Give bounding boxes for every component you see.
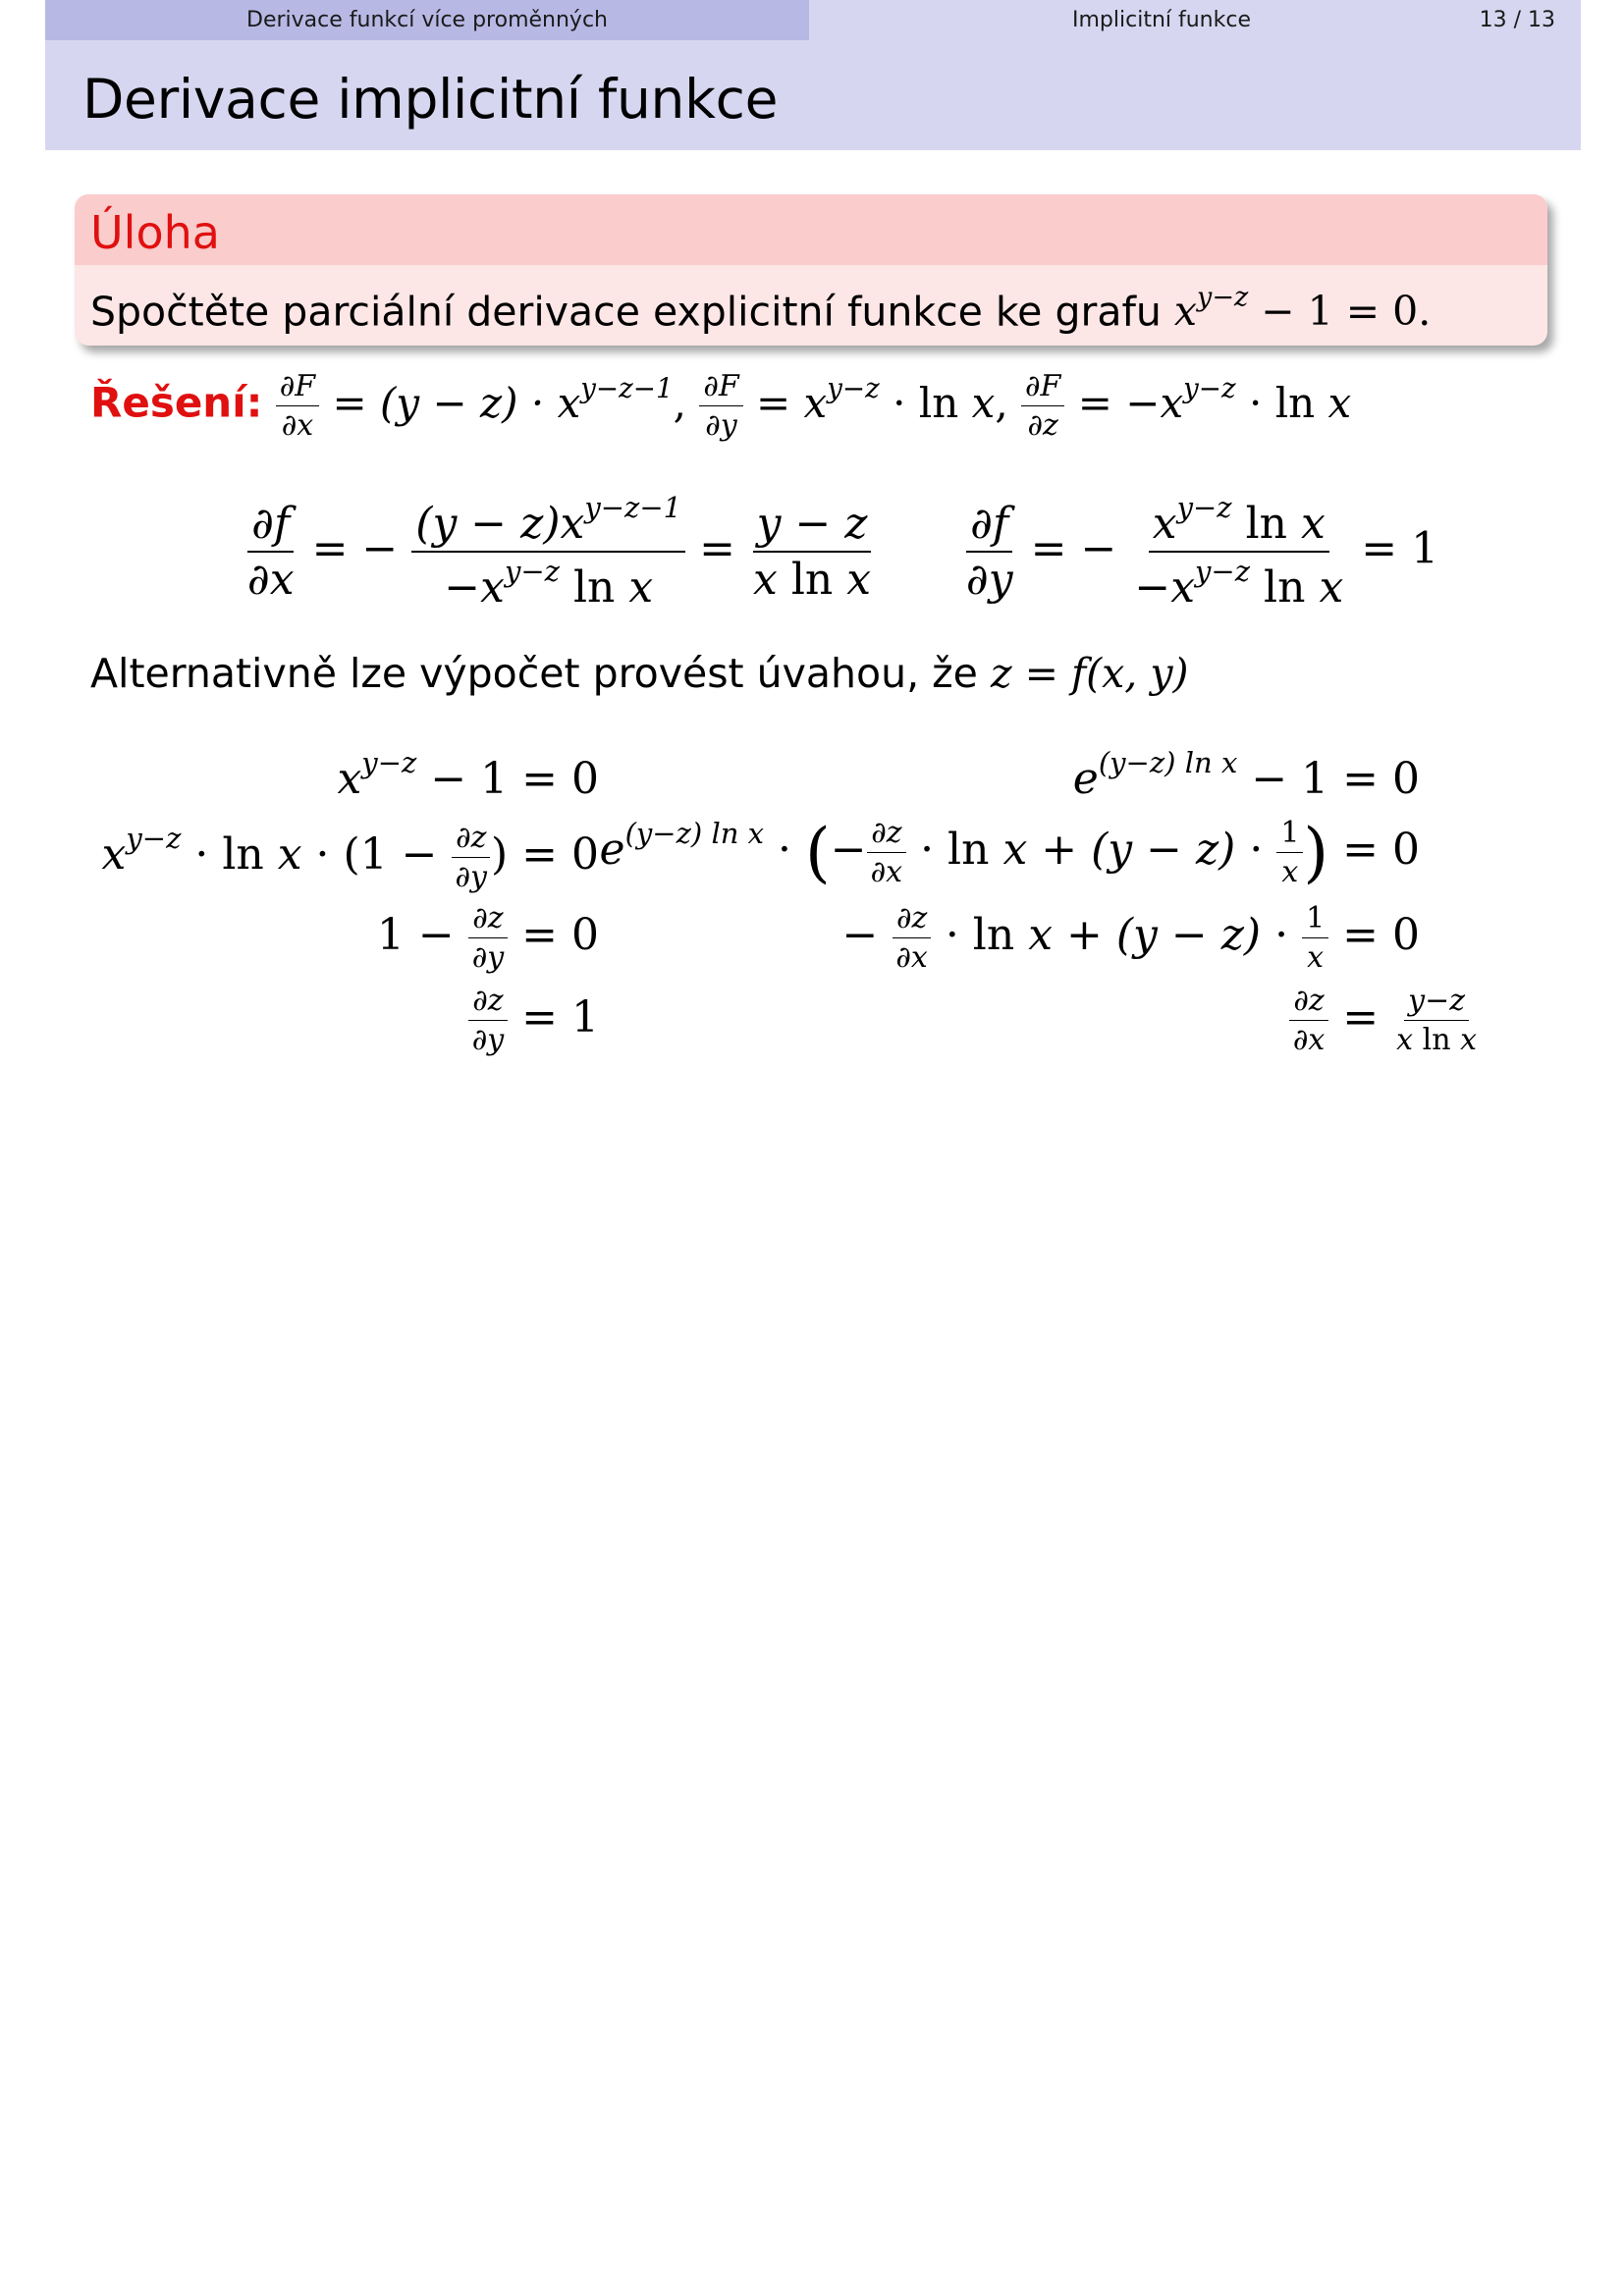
dF-dx-fraction: $\frac{\partial F}{\partial x}$ [276, 369, 319, 443]
header-section-title: Implicitní funkce [1072, 8, 1251, 32]
left-eq-1: $x^{y-z} - 1 = 0$ [337, 746, 599, 804]
df-dx-equation: $\frac{\partial f}{\partial x}$ = − $\frac{(y - z)x^{y-z-1}}{-x^{y-z} \ln x}$ = $\frac{y - z}{\text{x ln x}}$ [247, 491, 872, 613]
left-eq-3: 1 − $\frac{\partial z}{\partial y}$ = 0 [376, 901, 599, 975]
left-eq-4: $\frac{\partial z}{\partial y}$ = 1 [468, 984, 599, 1057]
slide-title: Derivace implicitní funkce [82, 68, 779, 131]
right-eq-1: $e^{(y-z) ln x} - 1 = 0$ [1072, 746, 1420, 804]
task-block-title: Úloha [90, 206, 220, 259]
left-eq-2: $x^{y-z} \cdot \ln x \cdot (1$ − $\frac{\partial z}{\partial y}$ ) = 0 [101, 821, 599, 894]
alternative-text: Alternativně lze výpočet provést úvahou, že [90, 650, 978, 697]
task-text: Spočtěte parciální derivace explicitní funkce ke grafu [90, 288, 1162, 336]
dF-dy-fraction: $\frac{\partial F}{\partial y}$ [699, 369, 742, 443]
solution-label: Řešení: [90, 378, 263, 427]
header-course-text: Derivace funkcí více proměnných [246, 8, 608, 32]
task-block-header [75, 194, 1547, 265]
header-right [809, 0, 1581, 40]
right-eq-2: $e^{(y-z) ln x}$ · (− $\frac{\partial z}{\partial x}$ · ln x + (y − z) · $\frac{1}{x}$ ) = 0 [599, 815, 1420, 890]
df-dy-equation: $\frac{\partial f}{\partial y}$ = − $\frac{x^{y-z} \ln x}{-x^{y-z} \ln x}$ = 1 [966, 491, 1439, 613]
page-number: 13 / 13 [1479, 8, 1555, 32]
task-equation: $x^{y-z} - 1 = 0$. [1173, 283, 1432, 336]
task-statement [90, 283, 1431, 335]
alternative-line: Alternativně lze výpočet provést úvahou, že z = f(x, y) [90, 650, 1189, 697]
dF-dz-fraction: $\frac{\partial F}{\partial z}$ [1021, 369, 1064, 443]
frame-title-bar [45, 40, 1581, 150]
right-eq-4: $\frac{\partial z}{\partial x}$ = $\frac{y-z}{\text{x ln x}}$ [1289, 984, 1481, 1057]
right-eq-3: − $\frac{\partial z}{\partial x}$ · ln x + (y − z) · $\frac{1}{x}$ = 0 [841, 901, 1420, 975]
task-block [75, 194, 1547, 346]
solution-line: Řešení: $\frac{\partial F}{\partial x}$ = $(y - z) \cdot x^{y-z-1}$, $\frac{\partial F}{\partial y}$ = $x^{y-z} \cdot \ln x$, $\frac{\partial F}{\partial z}$ = $-x^{y-z} \cdot \ln x$ [90, 369, 1352, 443]
header-course-title [45, 0, 809, 40]
